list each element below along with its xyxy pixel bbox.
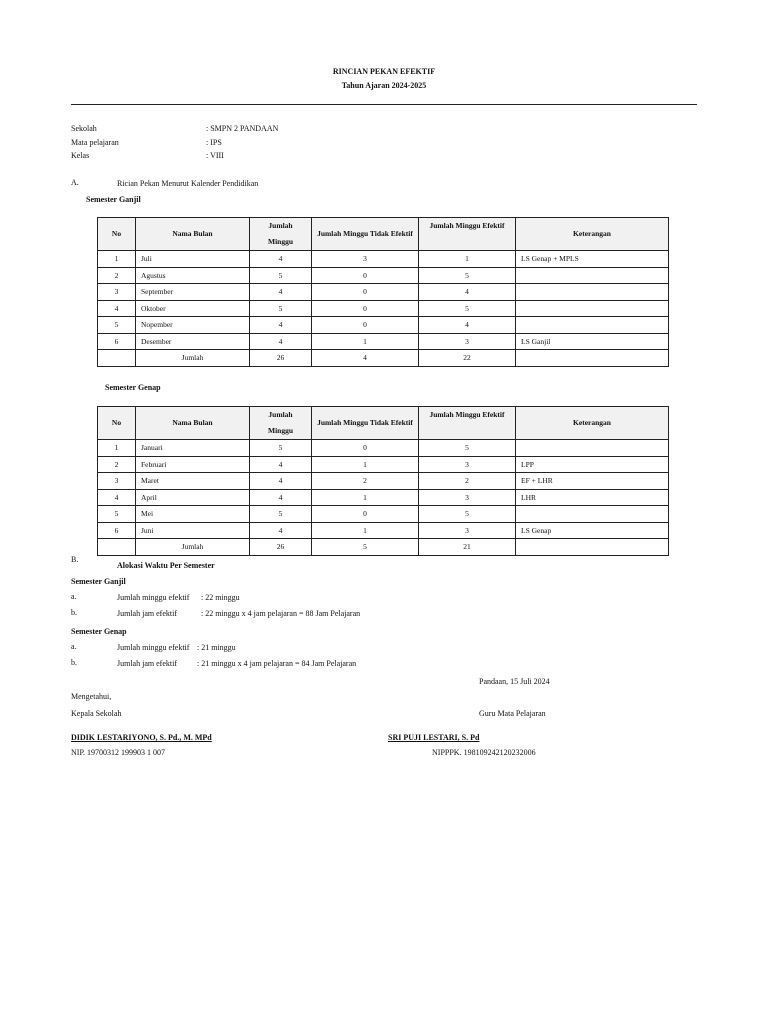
cell-effective: 5 bbox=[419, 267, 516, 284]
cell-month: April bbox=[136, 489, 250, 506]
cell-weeks: 4 bbox=[250, 317, 312, 334]
table-row bbox=[98, 473, 669, 490]
genap-heading: Semester Genap bbox=[105, 383, 161, 392]
cell-no: 4 bbox=[98, 489, 136, 506]
cell-weeks: 4 bbox=[250, 473, 312, 490]
teacher-role: Guru Mata Pelajaran bbox=[479, 709, 546, 718]
cell-total-not-effective: 5 bbox=[312, 539, 419, 556]
cell-effective: 4 bbox=[419, 317, 516, 334]
table-row bbox=[98, 489, 669, 506]
cell-no: 2 bbox=[98, 456, 136, 473]
ganjil-heading: Semester Ganjil bbox=[86, 195, 141, 204]
cell-not-effective: 2 bbox=[312, 473, 419, 490]
document-title: RINCIAN PEKAN EFEKTIF bbox=[332, 67, 436, 76]
col-header-not-effective: Jumlah Minggu Tidak Efektif bbox=[312, 218, 419, 251]
cell-notes bbox=[516, 506, 669, 523]
col-header-notes: Keterangan bbox=[516, 407, 669, 440]
cell-effective: 4 bbox=[419, 284, 516, 301]
cell-empty bbox=[516, 539, 669, 556]
cell-no: 4 bbox=[98, 300, 136, 317]
cell-weeks: 4 bbox=[250, 522, 312, 539]
principal-id: NIP. 19700312 199903 1 007 bbox=[71, 748, 166, 757]
col-header-effective: Jumlah Minggu Efektif bbox=[419, 407, 516, 440]
cell-notes bbox=[516, 317, 669, 334]
cell-weeks: 4 bbox=[250, 251, 312, 268]
cell-empty bbox=[98, 539, 136, 556]
item-marker: a. bbox=[71, 642, 77, 651]
cell-weeks: 4 bbox=[250, 489, 312, 506]
table-row bbox=[98, 456, 669, 473]
ganjil-allocation-heading: Semester Ganjil bbox=[71, 577, 126, 586]
cell-month: Agustus bbox=[136, 267, 250, 284]
table-row bbox=[98, 506, 669, 523]
cell-month: Juni bbox=[136, 522, 250, 539]
table-total-row bbox=[98, 350, 669, 367]
cell-notes: EF + LHR bbox=[516, 473, 669, 490]
cell-no: 6 bbox=[98, 522, 136, 539]
item-value: : 21 minggu bbox=[197, 643, 236, 652]
teacher-id: NIPPPK. 198109242120232006 bbox=[432, 748, 536, 757]
table-row bbox=[98, 317, 669, 334]
cell-effective: 5 bbox=[419, 506, 516, 523]
cell-effective: 3 bbox=[419, 489, 516, 506]
cell-total-not-effective: 4 bbox=[312, 350, 419, 367]
cell-total-label: Jumlah bbox=[136, 539, 250, 556]
principal-role: Kepala Sekolah bbox=[71, 709, 122, 718]
cell-month: Februari bbox=[136, 456, 250, 473]
cell-weeks: 5 bbox=[250, 267, 312, 284]
cell-total-label: Jumlah bbox=[136, 350, 250, 367]
item-value: : 22 minggu bbox=[201, 593, 240, 602]
cell-not-effective: 1 bbox=[312, 489, 419, 506]
cell-effective: 2 bbox=[419, 473, 516, 490]
cell-notes bbox=[516, 440, 669, 457]
cell-month: Desember bbox=[136, 333, 250, 350]
table-row bbox=[98, 440, 669, 457]
col-header-no: No bbox=[98, 407, 136, 440]
col-header-effective: Jumlah Minggu Efektif bbox=[419, 218, 516, 251]
section-b-marker: B. bbox=[71, 555, 79, 564]
cell-month: Januari bbox=[136, 440, 250, 457]
cell-notes: LS Genap + MPLS bbox=[516, 251, 669, 268]
header-divider bbox=[71, 104, 697, 105]
cell-not-effective: 0 bbox=[312, 317, 419, 334]
item-label: Jumlah minggu efektif bbox=[117, 643, 190, 652]
col-header-notes: Keterangan bbox=[516, 218, 669, 251]
cell-no: 2 bbox=[98, 267, 136, 284]
cell-weeks: 4 bbox=[250, 456, 312, 473]
cell-notes: LS Genap bbox=[516, 522, 669, 539]
col-header-month: Nama Bulan bbox=[136, 407, 250, 440]
teacher-name: SRI PUJI LESTARI, S. Pd bbox=[388, 733, 480, 742]
cell-notes: LPP bbox=[516, 456, 669, 473]
table-total-row bbox=[98, 539, 669, 556]
cell-effective: 3 bbox=[419, 456, 516, 473]
table-row bbox=[98, 284, 669, 301]
col-header-not-effective: Jumlah Minggu Tidak Efektif bbox=[312, 407, 419, 440]
item-label: Jumlah jam efektif bbox=[117, 609, 177, 618]
info-label-subject: Mata pelajaran bbox=[71, 138, 119, 147]
cell-month: Nopember bbox=[136, 317, 250, 334]
cell-not-effective: 0 bbox=[312, 284, 419, 301]
section-b-title: Alokasi Waktu Per Semester bbox=[117, 561, 215, 570]
col-header-month: Nama Bulan bbox=[136, 218, 250, 251]
table-row bbox=[98, 333, 669, 350]
col-header-weeks: Jumlah Minggu bbox=[250, 218, 312, 251]
info-value-subject: : IPS bbox=[206, 138, 222, 147]
cell-not-effective: 3 bbox=[312, 251, 419, 268]
cell-effective: 5 bbox=[419, 300, 516, 317]
info-label-school: Sekolah bbox=[71, 124, 97, 133]
principal-name: DIDIK LESTARIYONO, S. Pd., M. MPd bbox=[71, 733, 212, 742]
cell-notes bbox=[516, 284, 669, 301]
cell-not-effective: 0 bbox=[312, 506, 419, 523]
info-label-class: Kelas bbox=[71, 151, 90, 160]
cell-month: Maret bbox=[136, 473, 250, 490]
cell-weeks: 4 bbox=[250, 284, 312, 301]
cell-not-effective: 1 bbox=[312, 333, 419, 350]
table-row bbox=[98, 251, 669, 268]
cell-no: 5 bbox=[98, 506, 136, 523]
cell-notes: LS Ganjil bbox=[516, 333, 669, 350]
document-subtitle: Tahun Ajaran 2024-2025 bbox=[341, 81, 427, 90]
cell-not-effective: 0 bbox=[312, 300, 419, 317]
cell-weeks: 5 bbox=[250, 440, 312, 457]
cell-effective: 5 bbox=[419, 440, 516, 457]
table-row bbox=[98, 300, 669, 317]
cell-month: Mei bbox=[136, 506, 250, 523]
ganjil-table bbox=[97, 217, 669, 367]
acknowledged-label: Mengetahui, bbox=[71, 692, 112, 701]
cell-notes bbox=[516, 300, 669, 317]
table-row bbox=[98, 267, 669, 284]
cell-total-weeks: 26 bbox=[250, 350, 312, 367]
cell-no: 1 bbox=[98, 251, 136, 268]
cell-no: 1 bbox=[98, 440, 136, 457]
place-date: Pandaan, 15 Juli 2024 bbox=[479, 677, 550, 686]
cell-empty bbox=[516, 350, 669, 367]
cell-month: Juli bbox=[136, 251, 250, 268]
cell-not-effective: 0 bbox=[312, 267, 419, 284]
cell-no: 6 bbox=[98, 333, 136, 350]
cell-weeks: 5 bbox=[250, 300, 312, 317]
genap-table bbox=[97, 406, 669, 556]
cell-not-effective: 1 bbox=[312, 522, 419, 539]
cell-notes bbox=[516, 267, 669, 284]
cell-notes: LHR bbox=[516, 489, 669, 506]
section-a-marker: A. bbox=[71, 178, 79, 187]
cell-no: 5 bbox=[98, 317, 136, 334]
col-header-weeks: Jumlah Minggu bbox=[250, 407, 312, 440]
cell-effective: 3 bbox=[419, 333, 516, 350]
cell-weeks: 4 bbox=[250, 333, 312, 350]
cell-total-effective: 22 bbox=[419, 350, 516, 367]
info-value-class: : VIII bbox=[206, 151, 224, 160]
cell-weeks: 5 bbox=[250, 506, 312, 523]
cell-not-effective: 1 bbox=[312, 456, 419, 473]
cell-effective: 1 bbox=[419, 251, 516, 268]
cell-total-weeks: 26 bbox=[250, 539, 312, 556]
cell-no: 3 bbox=[98, 284, 136, 301]
item-label: Jumlah jam efektif bbox=[117, 659, 177, 668]
cell-empty bbox=[98, 350, 136, 367]
cell-total-effective: 21 bbox=[419, 539, 516, 556]
item-marker: a. bbox=[71, 592, 77, 601]
cell-month: September bbox=[136, 284, 250, 301]
table-header-row bbox=[98, 407, 669, 440]
item-marker: b. bbox=[71, 658, 77, 667]
table-row bbox=[98, 522, 669, 539]
info-value-school: : SMPN 2 PANDAAN bbox=[206, 124, 279, 133]
section-a-title: Rician Pekan Menurut Kalender Pendidikan bbox=[117, 179, 259, 188]
item-value: : 22 minggu x 4 jam pelajaran = 88 Jam Pelajaran bbox=[201, 609, 361, 618]
genap-allocation-heading: Semester Genap bbox=[71, 627, 127, 636]
cell-effective: 3 bbox=[419, 522, 516, 539]
cell-no: 3 bbox=[98, 473, 136, 490]
table-header-row bbox=[98, 218, 669, 251]
item-value: : 21 minggu x 4 jam pelajaran = 84 Jam Pelajaran bbox=[197, 659, 357, 668]
item-marker: b. bbox=[71, 608, 77, 617]
item-label: Jumlah minggu efektif bbox=[117, 593, 190, 602]
col-header-no: No bbox=[98, 218, 136, 251]
cell-not-effective: 0 bbox=[312, 440, 419, 457]
cell-month: Oktober bbox=[136, 300, 250, 317]
